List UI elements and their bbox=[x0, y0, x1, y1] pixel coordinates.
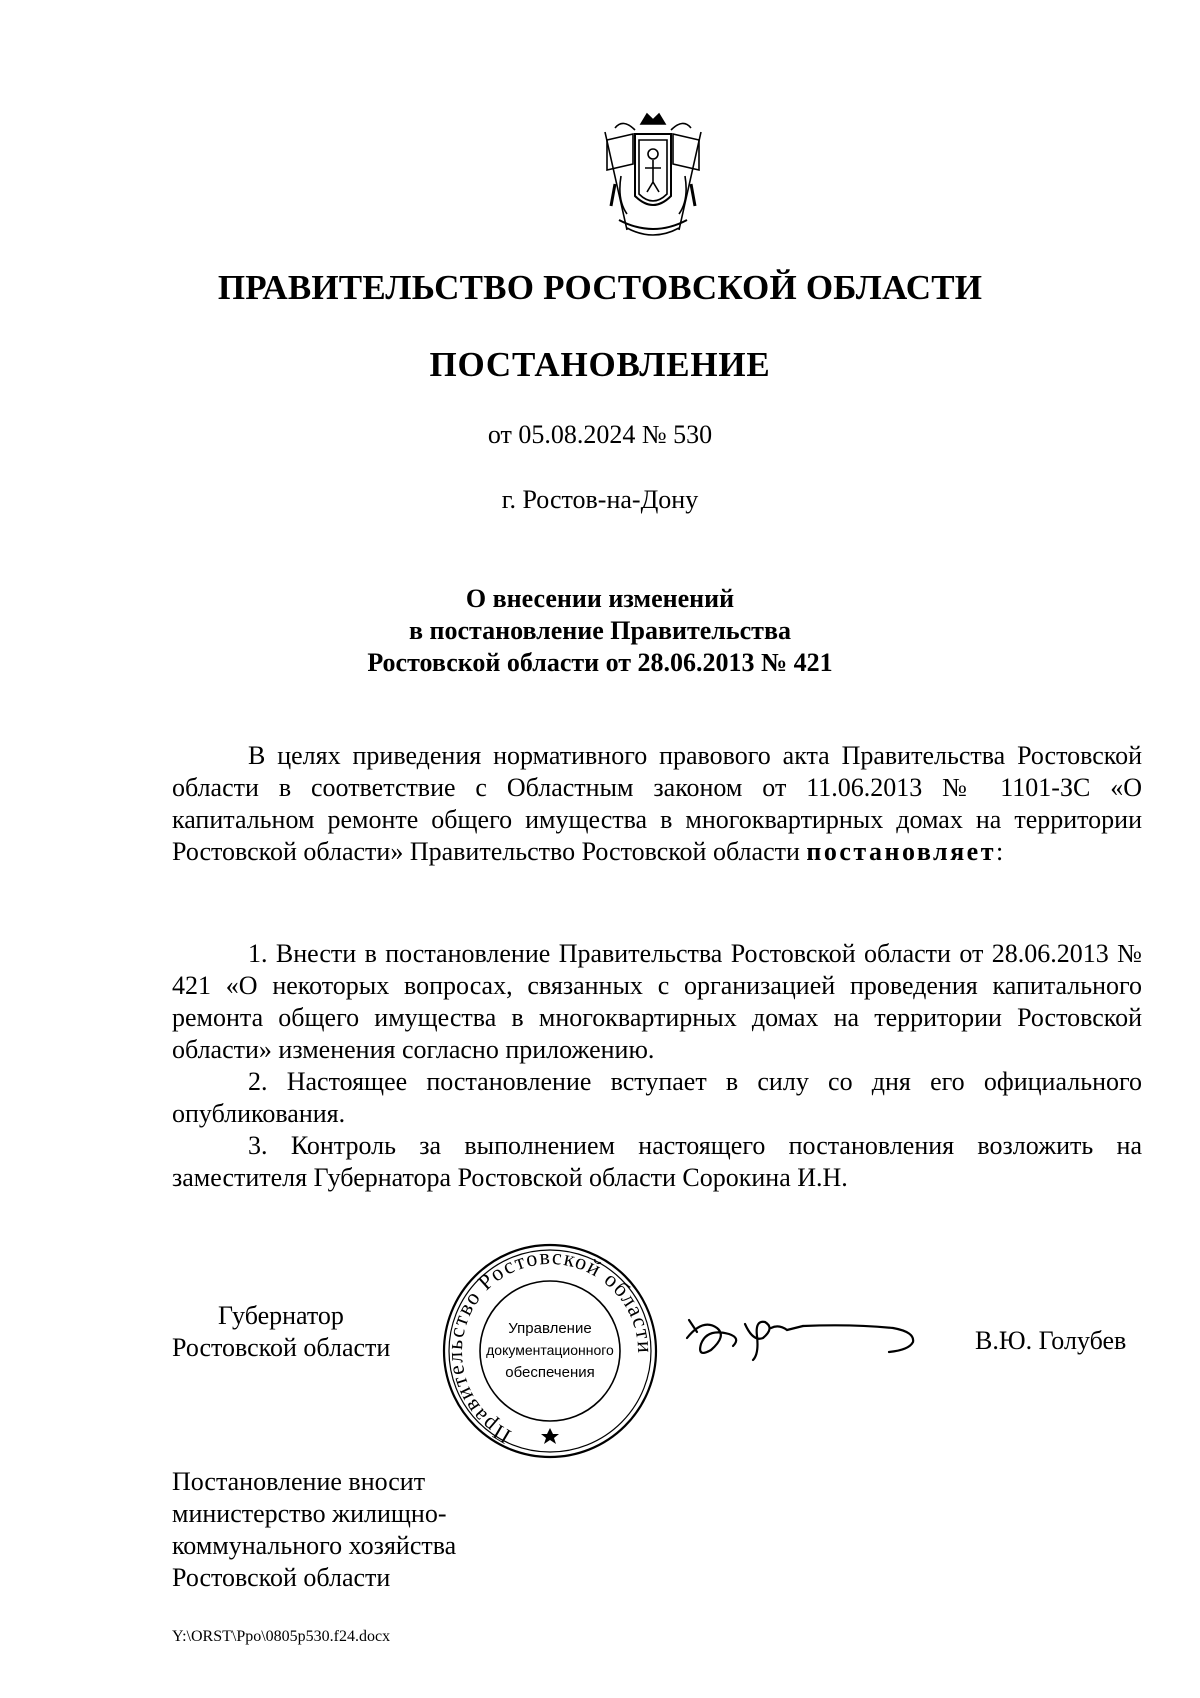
submitted-by-block bbox=[172, 1466, 456, 1594]
submitted-by-line: Ростовской области bbox=[172, 1563, 391, 1592]
document-city: г. Ростов-на-Дону bbox=[501, 485, 699, 514]
resolution-point-1: 1. Внести в постановление Правительства Ростовской области от 28.06.2013 № 421 «О некоторых вопросах, связанных с организацией проведения капитального ремонта общего имущества в многоквартирных домах на территории Ростовской области» изменения согласно приложению. bbox=[172, 939, 1142, 1064]
resolution-point-3: 3. Контроль за выполнением настоящего постановления возложить на заместителя Губернатора Ростовской области Сорокина И.Н. bbox=[172, 1131, 1142, 1192]
seal-center-line: обеспечения bbox=[505, 1364, 595, 1381]
subject-line: в постановление Правительства bbox=[408, 616, 791, 645]
official-seal-stamp bbox=[440, 1240, 660, 1462]
signer-title-line: Губернатор bbox=[218, 1301, 344, 1330]
file-path: Y:\ORST\Ppo\0805p530.f24.docx bbox=[172, 1628, 391, 1645]
signer-title-line: Ростовской области bbox=[172, 1333, 391, 1362]
document-type-title: ПОСТАНОВЛЕНИЕ bbox=[429, 345, 771, 384]
preamble-colon: : bbox=[996, 837, 1004, 866]
coat-of-arms-emblem bbox=[597, 110, 709, 242]
resolution-point-2: 2. Настоящее постановление вступает в силу со дня его официального опубликования. bbox=[172, 1067, 1142, 1128]
document-subject bbox=[0, 583, 1200, 679]
seal-center-line: документационного bbox=[486, 1342, 614, 1358]
signer-name: В.Ю. Голубев bbox=[975, 1326, 1127, 1355]
subject-line: О внесении изменений bbox=[465, 584, 735, 613]
signer-title bbox=[172, 1300, 390, 1364]
submitted-by-line: Постановление вносит bbox=[172, 1467, 426, 1496]
resolves-word: постановляет bbox=[806, 837, 996, 866]
submitted-by-line: министерство жилищно- bbox=[172, 1499, 447, 1528]
document-date-number: от 05.08.2024 № 530 bbox=[487, 420, 713, 449]
seal-center-line: Управление bbox=[508, 1320, 592, 1337]
handwritten-signature bbox=[683, 1298, 938, 1373]
seal-ring-text: Правительство Ростовской области bbox=[441, 1243, 659, 1450]
subject-line: Ростовской области от 28.06.2013 № 421 bbox=[367, 648, 833, 677]
preamble-text: В целях приведения нормативного правового акта Правительства Ростовской области в соответствие с Областным законом от 11.06.2013 № 1101-ЗС «О капитальном ремонте общего имущества в многоквартирных домах на территории Ростовской области» Правительство Ростовской области bbox=[172, 741, 1142, 866]
submitted-by-line: коммунального хозяйства bbox=[172, 1531, 457, 1560]
government-title: ПРАВИТЕЛЬСТВО РОСТОВСКОЙ ОБЛАСТИ bbox=[217, 268, 983, 307]
preamble-paragraph bbox=[172, 740, 1142, 868]
resolution-points bbox=[172, 938, 1142, 1194]
